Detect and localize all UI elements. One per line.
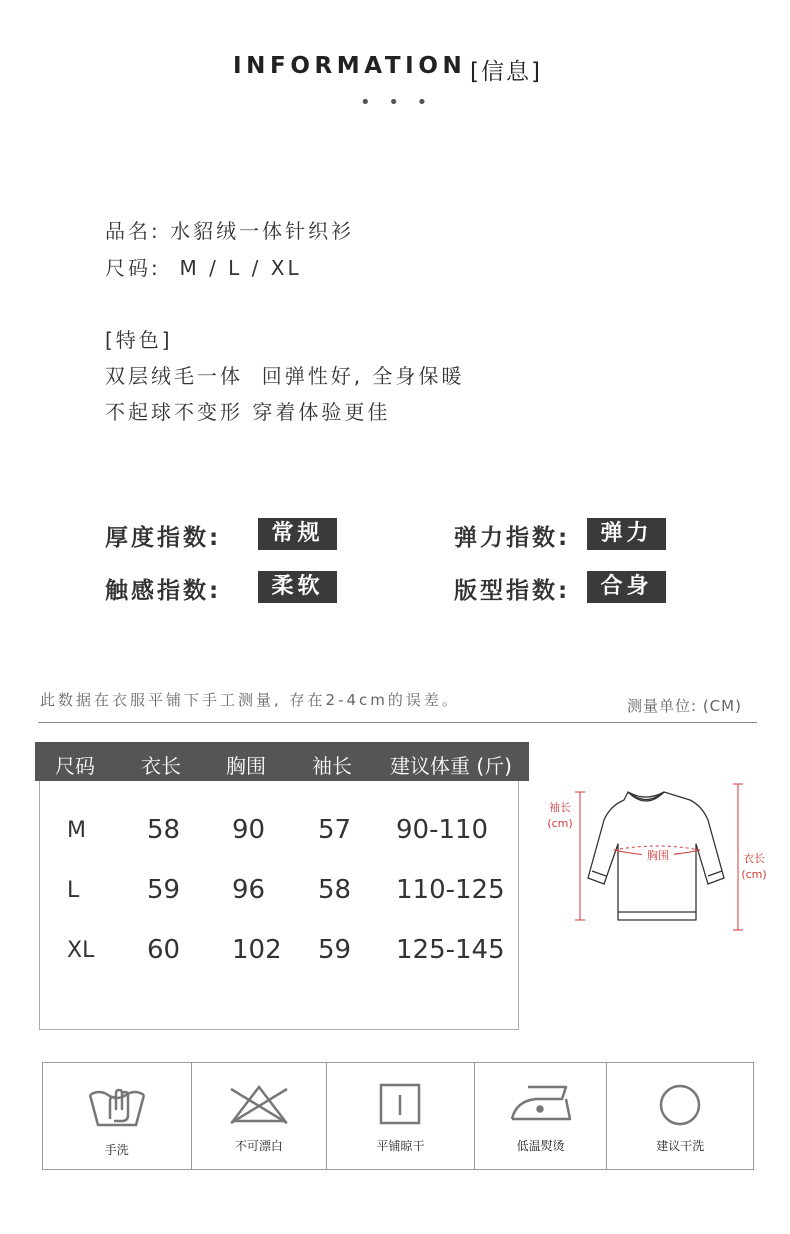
touch-value: 柔软 (258, 571, 337, 603)
hand-wash-icon (86, 1081, 148, 1131)
cell-length: 60 (147, 935, 181, 965)
cell-weight: 125-145 (396, 935, 505, 965)
care-item (43, 1063, 192, 1169)
page-title: INFORMATION (233, 53, 467, 79)
cell-length: 58 (147, 815, 181, 845)
measurement-note: 此数据在衣服平铺下手工测量, 存在2-4cm的误差。 (40, 691, 460, 709)
cell-size: L (67, 878, 80, 903)
header-weight: 建议体重 (斤) (390, 754, 512, 778)
fit-value: 合身 (587, 571, 666, 603)
product-name: 品名: 水貂绒一体针织衫 (105, 219, 355, 243)
cell-weight: 90-110 (396, 815, 489, 845)
cell-length: 59 (147, 875, 181, 905)
care-label: 建议干洗 (656, 1139, 705, 1153)
cell-weight: 110-125 (396, 875, 505, 905)
care-item (475, 1063, 608, 1169)
cell-chest: 96 (232, 875, 266, 905)
dry-flat-icon (377, 1081, 423, 1127)
care-label: 平铺晾干 (376, 1139, 425, 1153)
touch-label: 触感指数: (105, 578, 222, 604)
cell-sleeve: 59 (318, 935, 352, 965)
header-chest: 胸围 (226, 754, 266, 778)
care-item (607, 1063, 753, 1169)
cell-chest: 102 (232, 935, 282, 965)
cell-sleeve: 58 (318, 875, 352, 905)
care-label: 不可漂白 (234, 1139, 283, 1153)
cell-sleeve: 57 (318, 815, 352, 845)
thickness-label: 厚度指数: (105, 525, 222, 551)
dry-clean-icon (656, 1081, 704, 1129)
sleeve-label: 袖长 (549, 801, 571, 814)
elasticity-value: 弹力 (587, 518, 666, 550)
elasticity-label: 弹力指数: (454, 525, 571, 551)
page-title-cn: [信息] (470, 59, 542, 85)
length-label: 衣长 (743, 852, 765, 865)
product-sizes: 尺码: M / L / XL (105, 256, 302, 280)
low-iron-icon (506, 1081, 576, 1125)
feature-line: 不起球不变形 穿着体验更佳 (105, 400, 391, 424)
header-length: 衣长 (141, 754, 181, 778)
fit-label: 版型指数: (454, 578, 571, 604)
length-unit: (cm) (741, 868, 767, 881)
care-item (327, 1063, 475, 1169)
divider (38, 722, 757, 723)
feature-line: 双层绒毛一体 回弹性好, 全身保暖 (105, 364, 465, 388)
chest-label: 胸围 (642, 848, 674, 863)
feature-title: [特色] (105, 328, 173, 352)
measurement-unit: 测量单位: (CM) (627, 697, 742, 715)
sleeve-unit: (cm) (547, 817, 573, 830)
care-item (192, 1063, 328, 1169)
cell-chest: 90 (232, 815, 266, 845)
thickness-value: 常规 (258, 518, 337, 550)
care-label: 低温熨烫 (516, 1139, 565, 1153)
care-label: 手洗 (104, 1143, 129, 1157)
no-bleach-icon (227, 1081, 291, 1127)
cell-size: XL (67, 938, 95, 963)
cell-size: M (67, 818, 86, 843)
header-size: 尺码 (55, 754, 95, 778)
care-instructions (42, 1062, 754, 1170)
header-sleeve: 袖长 (312, 754, 352, 778)
title-dots: • • • (360, 92, 434, 113)
